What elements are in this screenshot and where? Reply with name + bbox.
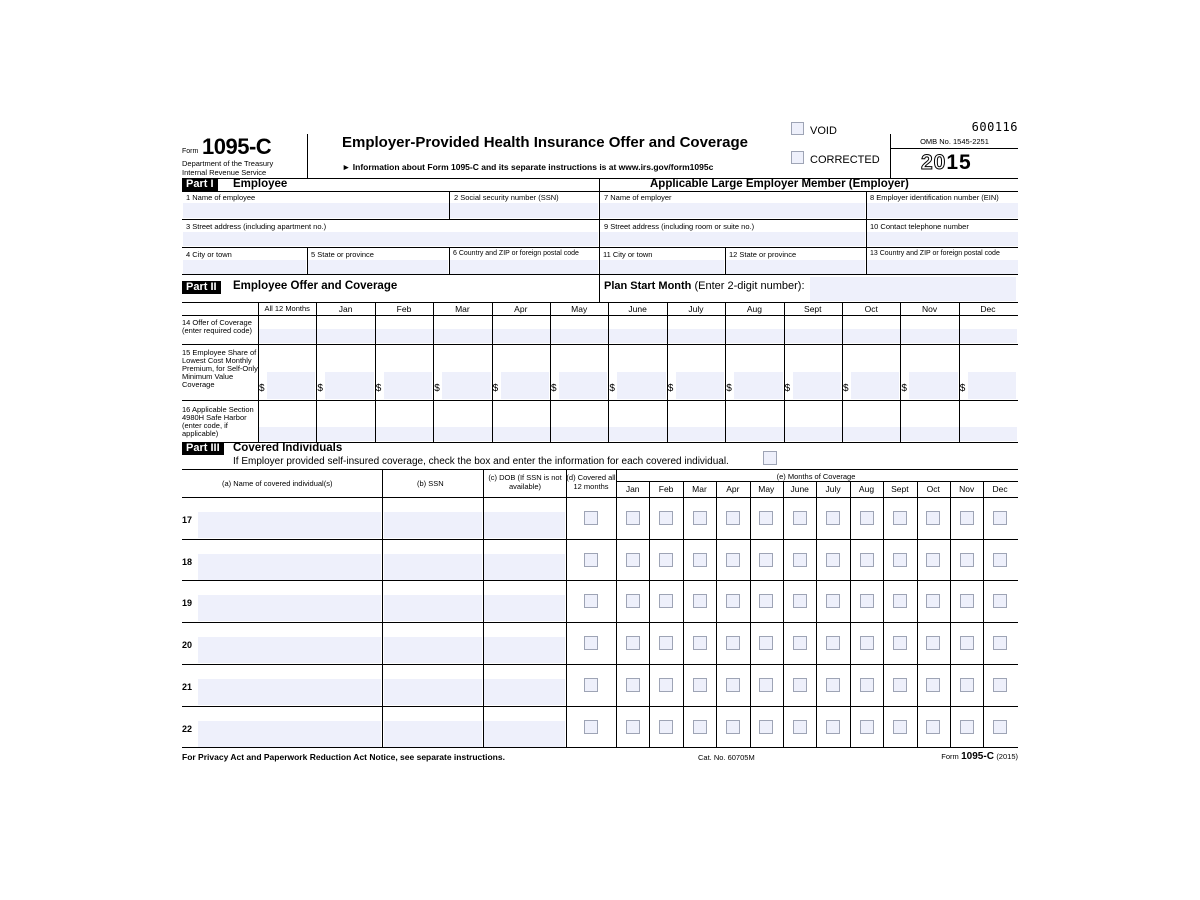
field-4-label: 4 City or town <box>186 250 232 259</box>
month-coverage-checkbox[interactable] <box>659 594 673 608</box>
p2-col-1: Jan <box>338 304 353 314</box>
month-coverage-checkbox[interactable] <box>826 511 840 525</box>
employee-share-input[interactable] <box>793 372 841 399</box>
p2-col-4: Apr <box>514 304 528 314</box>
month-coverage-checkbox[interactable] <box>793 511 807 525</box>
safe-harbor-input[interactable] <box>843 427 900 441</box>
month-coverage-checkbox[interactable] <box>993 511 1007 525</box>
form-word: Form <box>182 148 199 155</box>
employer-city-input[interactable] <box>600 260 724 274</box>
privacy-notice: For Privacy Act and Paperwork Reduction Act Notice, see separate instructions. <box>182 752 505 762</box>
month-coverage-checkbox[interactable] <box>993 720 1007 734</box>
part2-title: Employee Offer and Coverage <box>233 280 398 292</box>
p2-col-9: Sept <box>804 304 822 314</box>
covered-dob-input[interactable] <box>484 637 565 663</box>
employee-share-input[interactable] <box>734 372 782 399</box>
month-coverage-checkbox[interactable] <box>893 511 907 525</box>
covered-dob-input[interactable] <box>484 512 565 538</box>
month-coverage-checkbox[interactable] <box>793 678 807 692</box>
row-number: 18 <box>182 556 193 567</box>
tax-year-suffix: 15 <box>946 151 972 174</box>
employee-share-input[interactable] <box>442 372 490 399</box>
p3-month-10: Nov <box>959 484 975 494</box>
p3-month-5: June <box>790 484 809 494</box>
offer-code-input[interactable] <box>726 329 783 343</box>
employee-share-input[interactable] <box>325 372 373 399</box>
catalog-number: Cat. No. 60705M <box>698 753 755 762</box>
p3-month-6: July <box>825 484 841 494</box>
month-coverage-checkbox[interactable] <box>659 553 673 567</box>
plan-start-month-input[interactable] <box>810 277 1016 301</box>
part1-employer-title: Applicable Large Employer Member (Employer) <box>650 178 909 190</box>
all-12-months-checkbox[interactable] <box>584 594 598 608</box>
month-coverage-checkbox[interactable] <box>693 678 707 692</box>
month-coverage-checkbox[interactable] <box>893 553 907 567</box>
month-coverage-checkbox[interactable] <box>693 594 707 608</box>
month-coverage-checkbox[interactable] <box>759 636 773 650</box>
month-coverage-checkbox[interactable] <box>726 511 740 525</box>
employee-share-input[interactable] <box>617 372 665 399</box>
safe-harbor-input[interactable] <box>726 427 783 441</box>
month-coverage-checkbox[interactable] <box>826 594 840 608</box>
dollar-sign: $ <box>551 383 557 394</box>
p2-col-11: Nov <box>922 304 938 314</box>
dollar-sign: $ <box>726 383 732 394</box>
form-title: Employer-Provided Health Insurance Offer and Coverage <box>342 134 748 151</box>
field-3-label: 3 Street address (including apartment no.) <box>186 222 327 231</box>
month-coverage-checkbox[interactable] <box>693 511 707 525</box>
month-coverage-checkbox[interactable] <box>860 720 874 734</box>
self-insured-checkbox[interactable] <box>763 451 777 465</box>
month-coverage-checkbox[interactable] <box>960 678 974 692</box>
p3-month-7: Aug <box>858 484 875 494</box>
month-coverage-checkbox[interactable] <box>726 594 740 608</box>
month-coverage-checkbox[interactable] <box>993 553 1007 567</box>
covered-dob-input[interactable] <box>484 679 565 705</box>
p3-month-0: Jan <box>625 484 640 494</box>
covered-name-input[interactable] <box>198 721 381 747</box>
covered-name-input[interactable] <box>198 679 381 705</box>
month-coverage-checkbox[interactable] <box>926 636 940 650</box>
covered-name-input[interactable] <box>198 554 381 580</box>
field-6-label: 6 Country and ZIP or foreign postal code <box>453 250 579 257</box>
void-label: VOID <box>810 125 837 137</box>
field-2-label: 2 Social security number (SSN) <box>454 193 559 202</box>
employer-phone-input[interactable] <box>867 232 1018 246</box>
all-12-months-checkbox[interactable] <box>584 511 598 525</box>
safe-harbor-input[interactable] <box>901 427 958 441</box>
month-coverage-checkbox[interactable] <box>860 636 874 650</box>
form-header <box>182 120 1018 178</box>
employee-share-input[interactable] <box>968 372 1016 399</box>
covered-ssn-input[interactable] <box>384 512 482 538</box>
month-coverage-checkbox[interactable] <box>693 720 707 734</box>
p3-month-11: Dec <box>992 484 1008 494</box>
month-coverage-checkbox[interactable] <box>993 636 1007 650</box>
month-coverage-checkbox[interactable] <box>893 720 907 734</box>
month-coverage-checkbox[interactable] <box>926 553 940 567</box>
employer-zip-input[interactable] <box>867 260 1018 274</box>
employee-share-input[interactable] <box>909 372 957 399</box>
month-coverage-checkbox[interactable] <box>926 594 940 608</box>
form-1095c <box>182 120 1018 768</box>
month-coverage-checkbox[interactable] <box>826 678 840 692</box>
employee-share-input[interactable] <box>559 372 607 399</box>
month-coverage-checkbox[interactable] <box>960 720 974 734</box>
covered-dob-input[interactable] <box>484 595 565 621</box>
offer-code-input[interactable] <box>259 329 316 343</box>
month-coverage-checkbox[interactable] <box>759 511 773 525</box>
dollar-sign: $ <box>609 383 615 394</box>
covered-name-input[interactable] <box>198 595 381 621</box>
month-coverage-checkbox[interactable] <box>759 678 773 692</box>
month-coverage-checkbox[interactable] <box>759 553 773 567</box>
col-c-header: (c) DOB (If SSN is not available) <box>488 473 562 491</box>
month-coverage-checkbox[interactable] <box>659 678 673 692</box>
form-subtitle: ► Information about Form 1095-C and its separate instructions is at www.irs.gov/form1095c <box>342 162 714 172</box>
col-d-header: (d) Covered all 12 months <box>566 473 616 491</box>
employer-state-input[interactable] <box>726 260 865 274</box>
offer-code-input[interactable] <box>434 329 491 343</box>
field-13-label: 13 Country and ZIP or foreign postal code <box>870 250 1000 257</box>
month-coverage-checkbox[interactable] <box>626 636 640 650</box>
form-number: 1095-C <box>202 134 272 159</box>
field-5-label: 5 State or province <box>311 250 374 259</box>
dollar-sign: $ <box>784 383 791 394</box>
p3-month-2: Mar <box>692 484 707 494</box>
month-coverage-checkbox[interactable] <box>893 594 907 608</box>
all-12-months-checkbox[interactable] <box>584 720 598 734</box>
p2-col-5: May <box>571 304 588 314</box>
month-coverage-checkbox[interactable] <box>793 594 807 608</box>
covered-ssn-input[interactable] <box>384 554 482 580</box>
col-e-header: (e) Months of Coverage <box>776 472 856 481</box>
plan-start-label <box>604 280 805 292</box>
offer-code-input[interactable] <box>668 329 725 343</box>
p2-col-10: Oct <box>864 304 878 314</box>
employee-street-input[interactable] <box>183 232 598 246</box>
p2-col-12: Dec <box>980 304 996 314</box>
employer-ein-input[interactable] <box>867 203 1018 218</box>
month-coverage-checkbox[interactable] <box>759 594 773 608</box>
form-id-box <box>182 134 308 178</box>
p2-col-0: All 12 Months <box>264 304 310 313</box>
month-coverage-checkbox[interactable] <box>726 636 740 650</box>
month-coverage-checkbox[interactable] <box>659 720 673 734</box>
offer-code-input[interactable] <box>376 329 433 343</box>
month-coverage-checkbox[interactable] <box>793 636 807 650</box>
col-a-header: (a) Name of covered individual(s) <box>222 479 333 488</box>
employer-name-input[interactable] <box>600 203 865 218</box>
all-12-months-checkbox[interactable] <box>584 553 598 567</box>
month-coverage-checkbox[interactable] <box>893 636 907 650</box>
row-number: 19 <box>182 598 193 609</box>
offer-code-input[interactable] <box>317 329 374 343</box>
safe-harbor-input[interactable] <box>609 427 666 441</box>
employer-street-input[interactable] <box>600 232 865 246</box>
p3-month-1: Feb <box>658 484 674 494</box>
month-coverage-checkbox[interactable] <box>893 678 907 692</box>
p2-col-2: Feb <box>396 304 412 314</box>
p2-col-8: Aug <box>746 304 762 314</box>
corrected-checkbox[interactable] <box>791 151 804 164</box>
month-coverage-checkbox[interactable] <box>960 553 974 567</box>
dollar-sign: $ <box>492 383 499 394</box>
dollar-sign: $ <box>667 383 674 394</box>
month-coverage-checkbox[interactable] <box>659 511 673 525</box>
month-coverage-checkbox[interactable] <box>626 720 640 734</box>
department-line-1: Department of the Treasury <box>182 159 274 168</box>
row-number: 20 <box>182 640 193 651</box>
field-9-label: 9 Street address (including room or suite no.) <box>604 222 755 231</box>
col-b-header: (b) SSN <box>417 479 444 488</box>
employee-share-input[interactable] <box>384 372 432 399</box>
safe-harbor-input[interactable] <box>493 427 550 441</box>
field-1-label: 1 Name of employee <box>186 193 256 202</box>
month-coverage-checkbox[interactable] <box>626 594 640 608</box>
plan-start-label-bold: Plan Start Month <box>604 280 692 292</box>
covered-ssn-input[interactable] <box>384 679 482 705</box>
form-code: 600116 <box>971 120 1018 134</box>
month-coverage-checkbox[interactable] <box>726 553 740 567</box>
offer-code-input[interactable] <box>843 329 900 343</box>
field-11-label: 11 City or town <box>603 250 653 259</box>
month-coverage-checkbox[interactable] <box>759 720 773 734</box>
field-12-label: 12 State or province <box>729 250 797 259</box>
dollar-sign: $ <box>843 383 849 394</box>
safe-harbor-input[interactable] <box>317 427 374 441</box>
month-coverage-checkbox[interactable] <box>659 636 673 650</box>
department-line-2: Internal Revenue Service <box>182 167 267 177</box>
footer-year: (2015) <box>996 752 1018 761</box>
dollar-sign: $ <box>375 383 382 394</box>
plan-start-label-rest: (Enter 2-digit number): <box>694 280 805 292</box>
field-8-label: 8 Employer identification number (EIN) <box>870 193 999 202</box>
employee-zip-input[interactable] <box>450 260 598 274</box>
month-coverage-checkbox[interactable] <box>860 594 874 608</box>
covered-name-input[interactable] <box>198 637 381 663</box>
tax-year <box>921 151 972 175</box>
p2-col-7: July <box>688 304 704 314</box>
month-coverage-checkbox[interactable] <box>926 720 940 734</box>
month-coverage-checkbox[interactable] <box>626 553 640 567</box>
offer-code-input[interactable] <box>609 329 666 343</box>
p3-month-3: Apr <box>726 484 740 494</box>
safe-harbor-input[interactable] <box>785 427 842 441</box>
all-12-months-checkbox[interactable] <box>584 678 598 692</box>
safe-harbor-input[interactable] <box>960 427 1017 441</box>
row-15-label: 15 Employee Share of Lowest Cost Monthly Premium, for Self-Only Minimum Value Coverage <box>182 348 258 389</box>
dollar-sign: $ <box>901 383 907 394</box>
row-16-label: 16 Applicable Section 4980H Safe Harbor (enter code, if applicable) <box>182 405 254 438</box>
offer-code-input[interactable] <box>493 329 550 343</box>
month-coverage-checkbox[interactable] <box>960 511 974 525</box>
p3-month-4: May <box>758 484 775 494</box>
covered-dob-input[interactable] <box>484 554 565 580</box>
p3-month-9: Oct <box>926 484 940 494</box>
offer-code-input[interactable] <box>960 329 1017 343</box>
safe-harbor-input[interactable] <box>259 427 316 441</box>
employee-name-input[interactable] <box>183 203 449 218</box>
part3-tag: Part III <box>182 442 224 455</box>
footer-form-number: 1095-C <box>961 751 994 762</box>
tax-year-prefix: 20 <box>921 151 947 174</box>
corrected-label: CORRECTED <box>810 154 880 166</box>
void-checkbox[interactable] <box>791 122 804 135</box>
month-coverage-checkbox[interactable] <box>993 678 1007 692</box>
month-coverage-checkbox[interactable] <box>626 678 640 692</box>
employee-share-input[interactable] <box>676 372 724 399</box>
p2-col-6: June <box>628 304 647 314</box>
footer-form-word: Form <box>941 752 959 761</box>
month-coverage-checkbox[interactable] <box>626 511 640 525</box>
part3-title: Covered Individuals <box>233 442 343 454</box>
p3-month-8: Sept <box>891 484 909 494</box>
month-coverage-checkbox[interactable] <box>693 636 707 650</box>
safe-harbor-input[interactable] <box>434 427 491 441</box>
covered-ssn-input[interactable] <box>384 721 482 747</box>
month-coverage-checkbox[interactable] <box>726 720 740 734</box>
month-coverage-checkbox[interactable] <box>860 678 874 692</box>
offer-code-input[interactable] <box>785 329 842 343</box>
month-coverage-checkbox[interactable] <box>926 511 940 525</box>
month-coverage-checkbox[interactable] <box>826 720 840 734</box>
month-coverage-checkbox[interactable] <box>960 594 974 608</box>
month-coverage-checkbox[interactable] <box>926 678 940 692</box>
month-coverage-checkbox[interactable] <box>793 553 807 567</box>
row-14-label: 14 Offer of Coverage (enter required code) <box>182 318 253 335</box>
part2-tag: Part II <box>182 281 221 294</box>
employee-share-input[interactable] <box>501 372 549 399</box>
all-12-months-checkbox[interactable] <box>584 636 598 650</box>
omb-box <box>890 134 1018 178</box>
month-coverage-checkbox[interactable] <box>726 678 740 692</box>
row-number: 17 <box>182 515 193 525</box>
offer-code-input[interactable] <box>901 329 958 343</box>
month-coverage-checkbox[interactable] <box>826 636 840 650</box>
covered-ssn-input[interactable] <box>384 637 482 663</box>
omb-number: OMB No. 1545-2251 <box>920 137 989 146</box>
part1-employee-title: Employee <box>233 178 288 190</box>
month-coverage-checkbox[interactable] <box>993 594 1007 608</box>
month-coverage-checkbox[interactable] <box>860 511 874 525</box>
month-coverage-checkbox[interactable] <box>826 553 840 567</box>
month-coverage-checkbox[interactable] <box>793 720 807 734</box>
row-number: 21 <box>182 681 193 692</box>
covered-ssn-input[interactable] <box>384 595 482 621</box>
dollar-sign: $ <box>317 383 323 394</box>
row-number: 22 <box>182 723 193 734</box>
covered-dob-input[interactable] <box>484 721 565 747</box>
safe-harbor-input[interactable] <box>668 427 725 441</box>
department <box>182 160 273 177</box>
employee-share-input[interactable] <box>267 372 315 399</box>
part1-tag: Part I <box>182 178 218 191</box>
p2-col-3: Mar <box>455 304 470 314</box>
covered-name-input[interactable] <box>198 512 381 538</box>
field-10-label: 10 Contact telephone number <box>870 222 969 231</box>
offer-code-input[interactable] <box>551 329 608 343</box>
safe-harbor-input[interactable] <box>376 427 433 441</box>
month-coverage-checkbox[interactable] <box>693 553 707 567</box>
employee-city-input[interactable] <box>183 260 306 274</box>
employee-state-input[interactable] <box>308 260 448 274</box>
footer-form-id <box>941 751 1018 762</box>
field-7-label: 7 Name of employer <box>604 193 672 202</box>
safe-harbor-input[interactable] <box>551 427 608 441</box>
dollar-sign: $ <box>959 383 966 394</box>
dollar-sign: $ <box>259 383 265 394</box>
part3-instruction: If Employer provided self-insured coverage, check the box and enter the information for each covered individual. <box>233 456 729 467</box>
month-coverage-checkbox[interactable] <box>860 553 874 567</box>
employee-ssn-input[interactable] <box>450 203 598 218</box>
dollar-sign: $ <box>434 383 440 394</box>
month-coverage-checkbox[interactable] <box>960 636 974 650</box>
employee-share-input[interactable] <box>851 372 899 399</box>
